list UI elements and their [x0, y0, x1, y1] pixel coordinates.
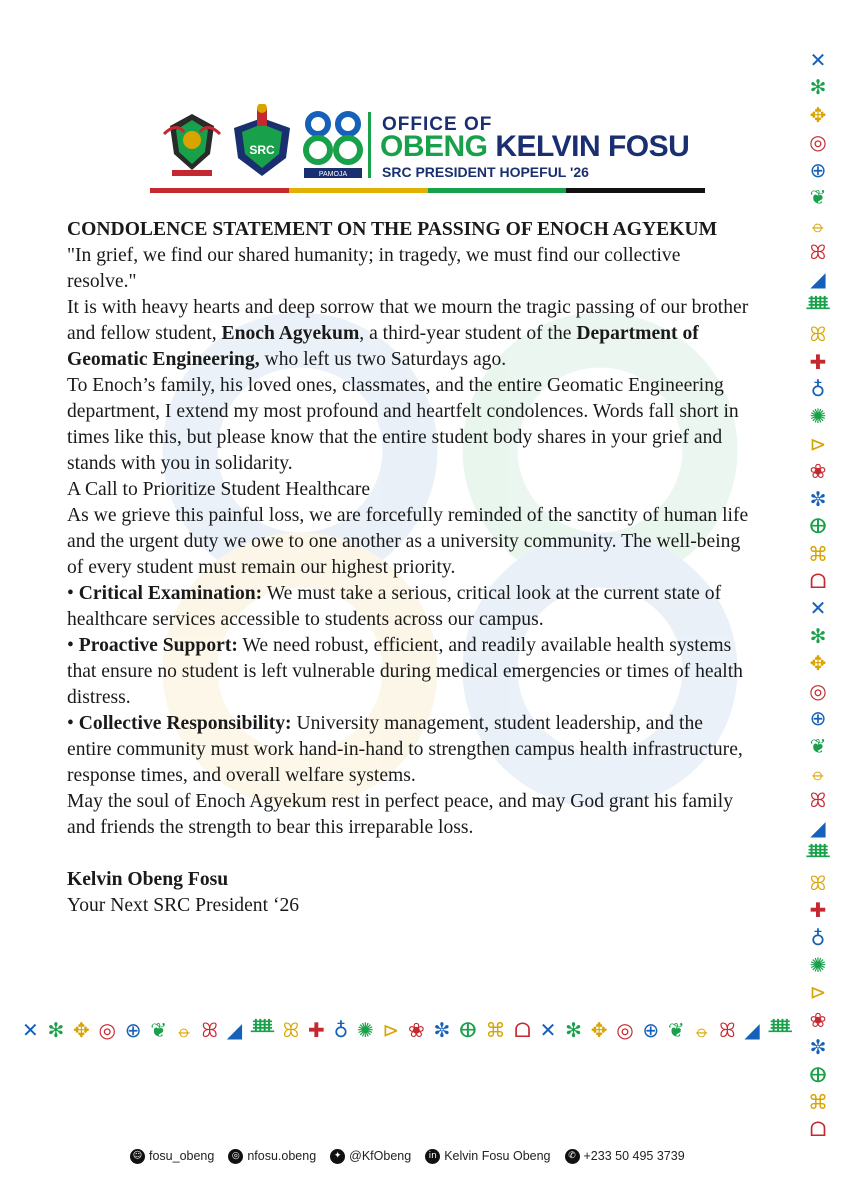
adinkra-symbol-icon: ꕤ [201, 1018, 219, 1042]
bullet-item [67, 581, 752, 633]
p1-text-a: It is with heavy hearts and deep sorrow that we mourn the tragic passing of our brother and fellow student, [67, 297, 749, 344]
deceased-name: Enoch Agyekum [221, 323, 360, 344]
adinkra-symbol-icon: ⦵ [809, 212, 827, 237]
office-of-label: OFFICE OF [382, 114, 493, 135]
knust-crest-icon [164, 114, 220, 176]
adinkra-symbol-icon: ꕤ [809, 239, 827, 264]
adinkra-symbol-icon: ❦ [667, 1018, 685, 1042]
adinkra-strip-bottom [22, 1016, 792, 1044]
social-label: @KfObeng [349, 1149, 412, 1163]
adinkra-symbol-icon: ✕ [22, 1018, 39, 1042]
instagram-icon: ◎ [228, 1149, 243, 1164]
color-bar-green [428, 188, 567, 193]
adinkra-symbol-icon: ⌘ [808, 541, 828, 566]
adinkra-symbol-icon: ᗝ [809, 1117, 827, 1142]
adinkra-symbol-icon: ♁ [333, 1018, 349, 1042]
p1-text-b: , a third-year student of the [359, 323, 577, 344]
adinkra-symbol-icon: ꕤ [719, 1018, 736, 1042]
adinkra-symbol-icon: ꕤ [282, 1018, 300, 1042]
adinkra-symbol-icon: ⌘ [485, 1018, 506, 1042]
adinkra-symbol-icon: ⴲ [459, 1018, 477, 1042]
adinkra-symbol-icon: ✻ [809, 623, 827, 648]
bullet-label: Proactive Support: [78, 635, 238, 656]
social-snapchat[interactable] [130, 1149, 214, 1164]
adinkra-symbol-icon: ꕤ [809, 788, 827, 813]
adinkra-symbol-icon: ꕤ [809, 322, 827, 347]
adinkra-symbol-icon: ᚙ [768, 1018, 792, 1042]
adinkra-symbol-icon: ✺ [809, 952, 827, 977]
paragraph-3: As we grieve this painful loss, we are forcefully reminded of the sanctity of human life and the urgent duty we owe to one another as a university community. The well-being of every student must remain our highest priority. [67, 505, 749, 578]
adinkra-symbol-icon: ᗝ [809, 569, 827, 594]
adinkra-symbol-icon: ✕ [809, 48, 827, 72]
adinkra-symbol-icon: ✥ [809, 102, 827, 127]
adinkra-symbol-icon: ◎ [98, 1018, 116, 1042]
bullet-label: Collective Responsibility: [78, 713, 292, 734]
adinkra-symbol-icon: ◎ [616, 1018, 634, 1042]
closing-paragraph: May the soul of Enoch Agyekum rest in perfect peace, and may God grant his family and friends the strength to bear this irreparable loss. [67, 791, 733, 838]
bullet-label: Critical Examination: [78, 583, 263, 604]
signature-title: Your Next SRC President ‘26 [67, 895, 300, 916]
social-linkedin[interactable] [425, 1149, 550, 1164]
adinkra-symbol-icon: ᚙ [250, 1018, 274, 1042]
adinkra-symbol-icon: ✼ [809, 486, 827, 511]
adinkra-symbol-icon: ♁ [810, 377, 826, 402]
adinkra-symbol-icon: ⊕ [809, 706, 827, 731]
social-label: +233 50 495 3739 [583, 1149, 685, 1163]
svg-text:SRC: SRC [249, 143, 275, 157]
bullet-text: We must take a serious, critical look at the current state of healthcare services accessible to students across our campus. [67, 583, 722, 630]
social-footer [130, 1144, 730, 1168]
adinkra-symbol-icon: ✕ [539, 1018, 557, 1042]
adinkra-symbol-icon: ⦵ [809, 760, 827, 785]
paragraph-2: To Enoch’s family, his loved ones, classmates, and the entire Geomatic Engineering department, I extend my most profound and heartfelt condolences. Words fall short in times like this, but please know that the entire student body shares in your grief and stands with you in solidarity. [67, 375, 739, 474]
color-bar-black [566, 188, 705, 193]
phone-icon: ✆ [565, 1149, 580, 1164]
bullet-item [67, 711, 752, 789]
office-name [380, 130, 689, 164]
adinkra-symbol-icon: ✕ [809, 596, 827, 621]
social-instagram[interactable] [228, 1149, 316, 1164]
adinkra-symbol-icon: ✺ [356, 1018, 374, 1042]
university-crests [162, 104, 292, 186]
pamoja-88-logo-icon [302, 110, 364, 180]
social-phone[interactable] [565, 1149, 685, 1164]
adinkra-symbol-icon: ❀ [809, 1007, 827, 1032]
signature-name: Kelvin Obeng Fosu [67, 869, 229, 890]
snapchat-icon: ☺ [130, 1149, 145, 1164]
color-bar-yellow [289, 188, 428, 193]
social-twitter[interactable] [330, 1149, 411, 1164]
adinkra-symbol-icon: ◎ [809, 678, 827, 703]
adinkra-symbol-icon: ⦵ [175, 1018, 193, 1042]
adinkra-symbol-icon: ⊕ [642, 1018, 660, 1042]
adinkra-symbol-icon: ◢ [810, 267, 826, 292]
adinkra-symbol-icon: ◢ [226, 1018, 243, 1042]
adinkra-symbol-icon: ✥ [809, 651, 827, 676]
color-bar [150, 188, 705, 193]
office-subtitle: SRC PRESIDENT HOPEFUL '26 [382, 164, 589, 180]
adinkra-symbol-icon: ✼ [433, 1018, 451, 1042]
adinkra-symbol-icon: ⊳ [809, 980, 827, 1005]
adinkra-symbol-icon: ✻ [565, 1018, 582, 1042]
adinkra-symbol-icon: ⊳ [809, 431, 827, 456]
bullet-text: University management, student leadership, and the entire community must work hand-in-hand to strengthen campus health infrastructure, response times, and overall welfare systems. [67, 713, 743, 786]
adinkra-strip-right [798, 50, 838, 1140]
adinkra-symbol-icon: ᗝ [514, 1018, 531, 1042]
bullet-marker: • [67, 635, 74, 656]
adinkra-symbol-icon: ⌘ [808, 1090, 828, 1115]
statement-quote: "In grief, we find our shared humanity; in tragedy, we must find our collective resolve." [67, 245, 681, 292]
statement-body [67, 217, 752, 919]
adinkra-symbol-icon: ◢ [744, 1018, 760, 1042]
adinkra-symbol-icon: ᚙ [806, 843, 830, 868]
color-bar-red [150, 188, 289, 193]
adinkra-symbol-icon: ⊳ [382, 1018, 400, 1042]
p1-text-c: who left us two Saturdays ago. [259, 349, 507, 370]
adinkra-symbol-icon: ⊕ [809, 157, 827, 182]
department-name: Department of Geomatic Engineering, [67, 323, 699, 370]
twitter-icon: ✦ [330, 1149, 345, 1164]
adinkra-symbol-icon: ᚙ [806, 294, 830, 319]
adinkra-symbol-icon: ✥ [590, 1018, 608, 1042]
adinkra-symbol-icon: ⦵ [693, 1018, 711, 1042]
adinkra-symbol-icon: ✚ [809, 898, 827, 923]
section-heading: A Call to Prioritize Student Healthcare [67, 479, 371, 500]
adinkra-symbol-icon: ◎ [809, 130, 827, 155]
adinkra-symbol-icon: ✥ [73, 1018, 90, 1042]
social-label: fosu_obeng [149, 1149, 215, 1163]
adinkra-symbol-icon: ✚ [809, 349, 827, 374]
name-first: OBENG [380, 130, 488, 163]
bullet-item [67, 633, 752, 711]
bullet-text: We need robust, efficient, and readily available health systems that ensure no student is left vulnerable during medical emergencies or times of health distress. [67, 635, 743, 708]
adinkra-symbol-icon: ✚ [308, 1018, 325, 1042]
paragraph-1 [67, 295, 752, 373]
adinkra-symbol-icon: ❦ [809, 733, 827, 758]
adinkra-symbol-icon: ♁ [810, 925, 826, 950]
adinkra-symbol-icon: ◢ [810, 815, 826, 840]
bullet-marker: • [67, 583, 74, 604]
adinkra-symbol-icon: ❦ [150, 1018, 168, 1042]
svg-text:PAMOJA: PAMOJA [318, 171, 348, 178]
adinkra-symbol-icon: ❀ [408, 1018, 425, 1042]
adinkra-symbol-icon: ✺ [809, 404, 827, 429]
adinkra-symbol-icon: ⴲ [809, 514, 827, 539]
social-label: nfosu.obeng [247, 1149, 317, 1163]
logo-divider [368, 112, 371, 178]
adinkra-symbol-icon: ✻ [809, 75, 827, 100]
adinkra-symbol-icon: ⊕ [124, 1018, 142, 1042]
name-last: KELVIN FOSU [495, 130, 690, 163]
src-crest-icon [234, 104, 290, 176]
adinkra-symbol-icon: ✼ [809, 1035, 827, 1060]
adinkra-symbol-icon: ❀ [809, 459, 827, 484]
linkedin-icon: in [425, 1149, 440, 1164]
bullet-marker: • [67, 713, 74, 734]
letterhead [150, 100, 705, 200]
adinkra-symbol-icon: ✻ [47, 1018, 65, 1042]
adinkra-symbol-icon: ⴲ [809, 1062, 827, 1087]
adinkra-symbol-icon: ꕤ [809, 870, 827, 895]
statement-title: CONDOLENCE STATEMENT ON THE PASSING OF ENOCH AGYEKUM [67, 219, 718, 240]
adinkra-symbol-icon: ❦ [809, 185, 827, 210]
social-label: Kelvin Fosu Obeng [444, 1149, 551, 1163]
